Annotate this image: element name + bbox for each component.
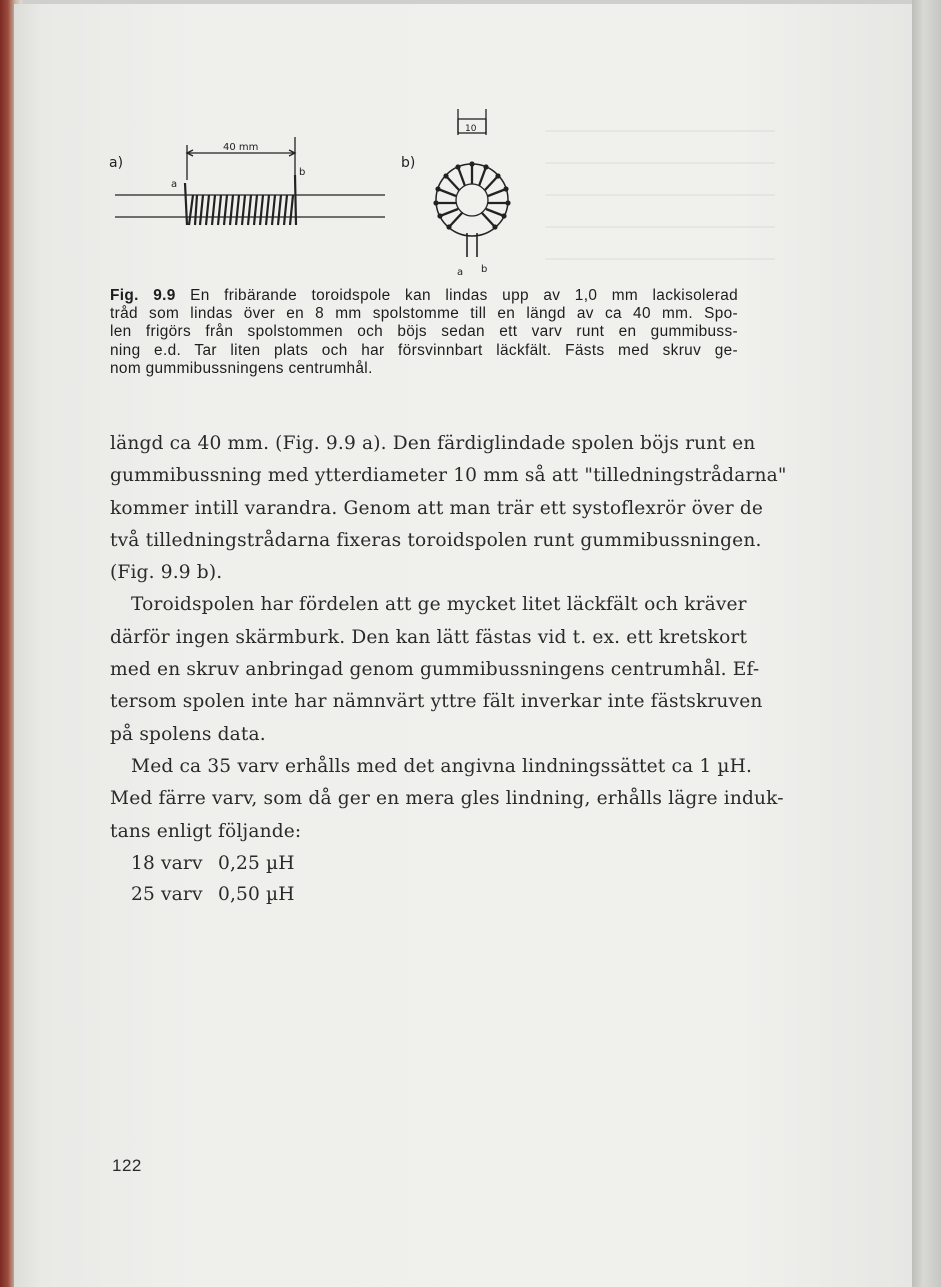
p3-line-3: tans enligt följande: [110,820,302,842]
caption-line-4: ning e.d. Tar liten plats och har försvinnbart läckfält. Fästs med skruv ge- [110,341,738,359]
p2-line-3: med en skruv anbringad genom gummibussningens centrumhål. Ef- [110,659,760,681]
dim-label-b: 10 [465,124,477,134]
p1-line-3: kommer intill varandra. Genom att man trär ett systoflexrör över de [110,497,764,519]
dim-label-a: 40 mm [223,142,259,153]
p2-line-1: Toroidspolen har fördelen att ge mycket litet läckfält och kräver [131,594,747,616]
p1-line-2: gummibussning med ytterdiameter 10 mm så att "tilledningstrådarna" [110,465,787,487]
caption-line-2: tråd som lindas över en 8 mm spolstomme till en längd av ca 40 mm. Spo- [110,305,738,323]
caption-line-5: nom gummibussningens centrumhål. [110,359,373,377]
value-cell: 0,25 µH [218,852,295,874]
p2-line-4: tersom spolen inte har nämnvärt yttre fält inverkar inte fästskruven [110,691,763,713]
body-text [110,428,787,911]
turns-cell: 18 varv [131,852,203,874]
inductance-row [110,848,740,880]
p1-line-4: två tilledningstrådarna fixeras toroidspolen runt gummibussningen. [110,529,762,551]
page-number: 122 [112,1156,142,1175]
inductance-row [110,879,740,911]
lead-b2-label: b [481,264,488,275]
caption-line-1 [110,287,738,305]
caption-text-1: En fribärande toroidspole kan lindas upp av 1,0 mm lackisolerad [190,287,739,304]
p1-line-5: (Fig. 9.9 b). [110,562,223,584]
panel-b-label: b) [401,155,416,171]
caption-label: Fig. 9.9 [110,287,176,304]
panel-b [401,109,511,278]
page-edge [912,0,941,1287]
p2-line-2: därför ingen skärmburk. Den kan lätt fästas vid t. ex. ett kretskort [110,626,748,648]
p3-line-2: Med färre varv, som då ger en mera gles lindning, erhålls lägre induk- [110,788,784,810]
lead-b-label: b [299,167,306,178]
panel-a-label: a) [109,155,124,171]
p3-line-1: Med ca 35 varv erhålls med det angivna lindningssättet ca 1 µH. [131,755,753,777]
lead-a-label: a [171,179,178,190]
figure-caption [110,287,738,378]
lead-a2-label: a [457,267,464,278]
panel-a [109,137,385,225]
value-cell: 0,50 µH [218,884,295,906]
bleed-through [545,100,775,260]
turns-cell: 25 varv [131,884,203,906]
caption-line-3: len frigörs från spolstommen och böjs sedan ett varv runt en gummibuss- [110,323,738,341]
figure-9-9 [105,105,525,280]
p1-line-1: längd ca 40 mm. (Fig. 9.9 a). Den färdiglindade spolen böjs runt en [110,433,756,454]
p2-line-5: på spolens data. [110,723,266,745]
